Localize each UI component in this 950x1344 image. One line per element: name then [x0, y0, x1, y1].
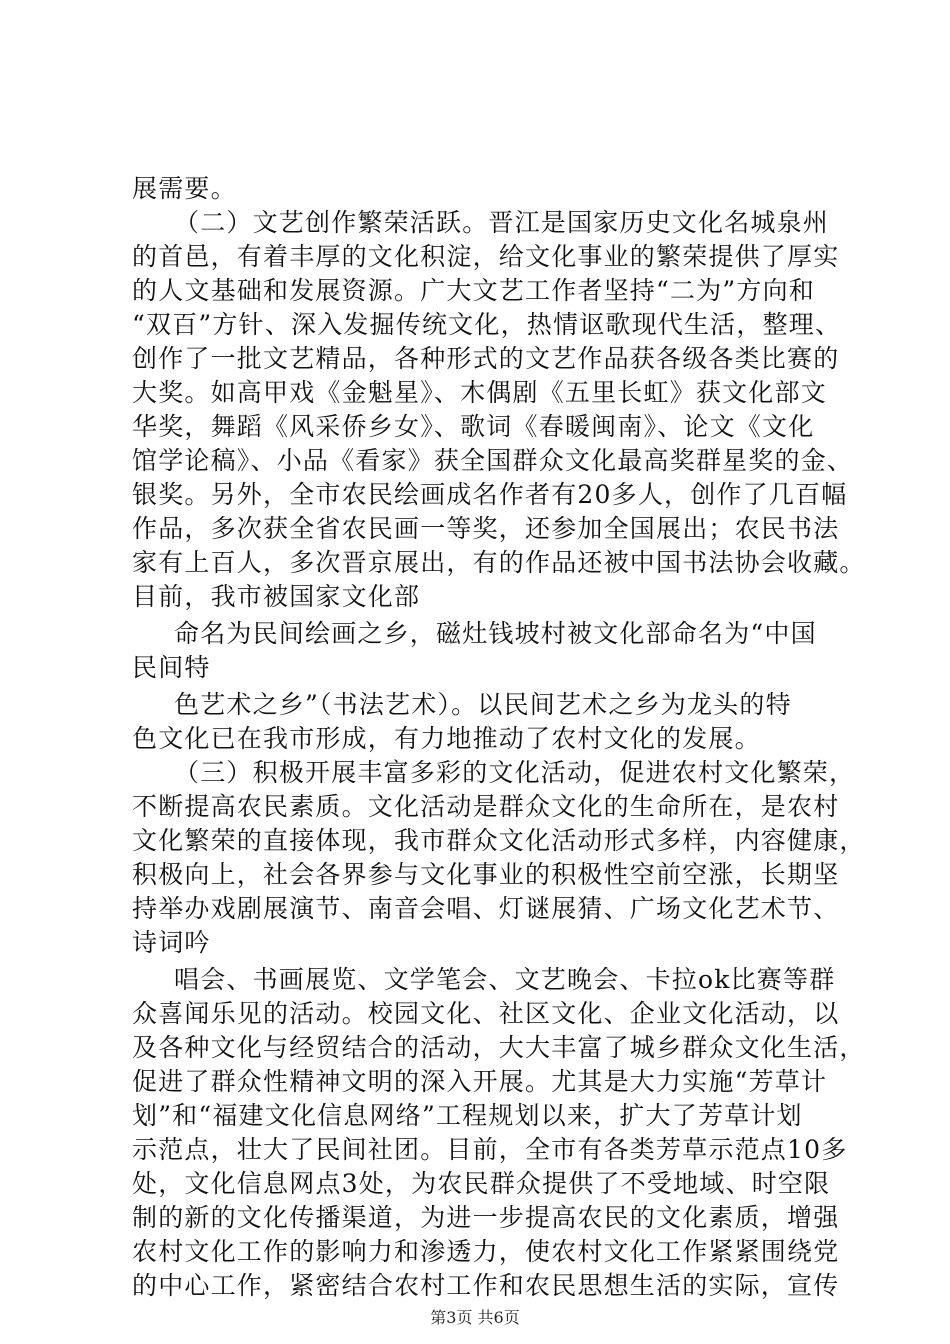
text-line: 大奖。如高甲戏《金魁星》、木偶剧《五里长虹》获文化部文 [132, 378, 827, 407]
text-line: 民间特 [132, 653, 211, 682]
text-line: 持举办戏剧展演节、南音会唱、灯谜展猜、广场文化艺术节、 [132, 894, 840, 923]
text-line: 诗词吟 [132, 928, 211, 957]
text-line: 唱会、书画展览、文学笔会、文艺晚会、卡拉ok比赛等群 [174, 965, 836, 994]
text-line: 目前，我市被国家文化部 [132, 582, 421, 611]
text-line: 华奖，舞蹈《风采侨乡女》、歌词《春暖闽南》、论文《文化 [132, 412, 815, 441]
text-line: 促进了群众性精神文明的深入开展。尤其是大力实施“芳草计 [132, 1067, 828, 1096]
text-line: 创作了一批文艺精品，各种形式的文艺作品获各级各类比赛的 [132, 344, 840, 373]
text-line: 划”和“福建文化信息网络”工程规划以来，扩大了芳草计划 [132, 1101, 803, 1130]
page-number-footer: 第3页 共6页 [430, 1308, 520, 1327]
text-line: （三）积极开展丰富多彩的文化活动，促进农村文化繁荣， [174, 758, 856, 787]
text-line: 银奖。另外，全市农民绘画成名作者有20多人，创作了几百幅 [132, 480, 848, 509]
text-line: 的中心工作，紧密结合农村工作和农民思想生活的实际，宣传 [132, 1271, 840, 1300]
text-line: 色文化已在我市形成，有力地推动了农村文化的发展。 [132, 724, 761, 753]
text-line: 农村文化工作的影响力和渗透力，使农村文化工作紧紧围绕党 [132, 1237, 840, 1266]
text-line: 制的新的文化传播渠道，为进一步提高农民的文化素质，增强 [132, 1203, 840, 1232]
text-line: 作品，多次获全省农民画一等奖，还参加全国展出；农民书法 [132, 514, 840, 543]
text-line: 命名为民间绘画之乡，磁灶钱坡村被文化部命名为“中国 [174, 619, 817, 648]
text-line: 色艺术之乡”（书法艺术）。以民间艺术之乡为龙头的特 [174, 690, 792, 719]
text-line: 处，文化信息网点3处，为农民群众提供了不受地域、时空限 [132, 1169, 831, 1198]
text-line: 不断提高农民素质。文化活动是群众文化的生命所在，是农村 [132, 792, 840, 821]
text-line: 馆学论稿》、小品《看家》获全国群众文化最高奖群星奖的金、 [132, 446, 854, 475]
text-line: 示范点，壮大了民间社团。目前，全市有各类芳草示范点10多 [132, 1135, 848, 1164]
text-line: 的首邑，有着丰厚的文化积淀，给文化事业的繁荣提供了厚实 [132, 242, 840, 271]
text-line: 文化繁荣的直接体现，我市群众文化活动形式多样，内容健康， [132, 826, 866, 855]
text-line: 积极向上，社会各界参与文化事业的积极性空前空涨，长期坚 [132, 860, 840, 889]
text-line: 家有上百人，多次晋京展出，有的作品还被中国书法协会收藏。 [132, 548, 866, 577]
text-line: 的人文基础和发展资源。广大文艺工作者坚持“二为”方向和 [132, 276, 815, 305]
text-line: 及各种文化与经贸结合的活动，大大丰富了城乡群众文化生活， [132, 1033, 866, 1062]
text-line: （二）文艺创作繁荣活跃。晋江是国家历史文化名城泉州 [174, 208, 830, 237]
text-line: 展需要。 [132, 174, 237, 203]
text-line: “双百”方针、深入发掘传统文化，热情讴歌现代生活，整理、 [132, 310, 842, 339]
text-line: 众喜闻乐见的活动。校园文化、社区文化、企业文化活动，以 [132, 999, 840, 1028]
